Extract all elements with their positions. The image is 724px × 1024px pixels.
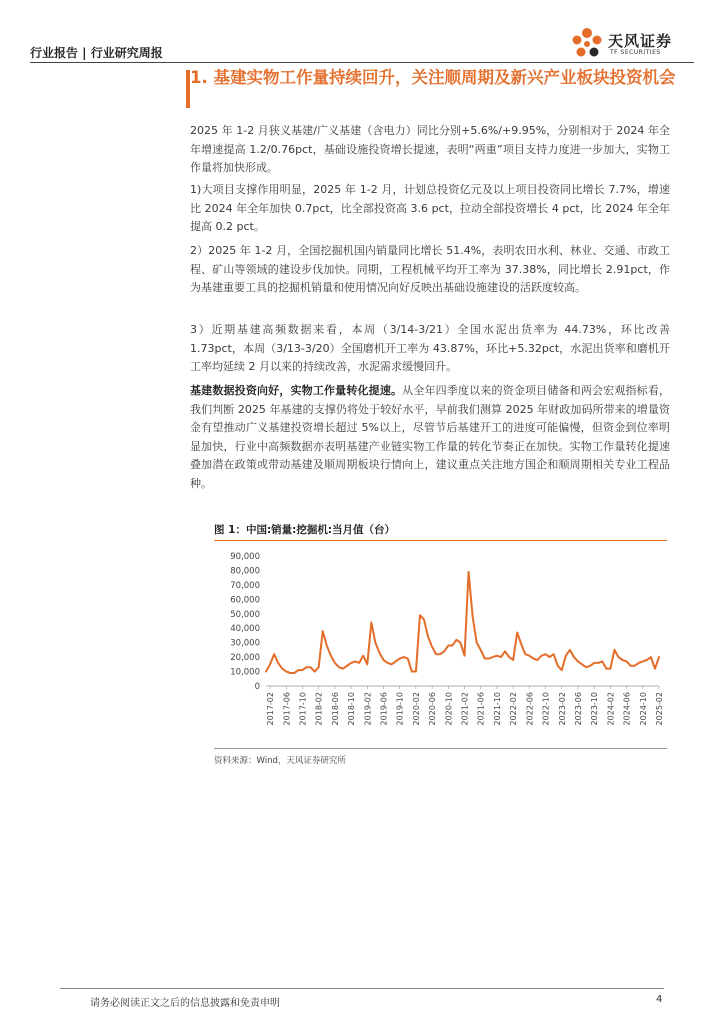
excavator-sales-chart	[214, 542, 667, 748]
paragraph-large-projects: 1)大项目支撑作用明显，2025 年 1-2 月，计划总投资亿元及以上项目投资同比增长 7.7%，增速比 2024 年全年加快 0.7pct，比全部投资高 3.6 pct，拉动全部投资增长 4 pct，比 2024 年全年提高 0.2 pct。	[190, 183, 670, 233]
x-tick-label: 2019-06	[379, 692, 389, 726]
x-tick-label: 2021-10	[492, 692, 502, 726]
figure-source: 资料来源：Wind，天风证券研究所	[214, 756, 346, 766]
x-tick-label: 2017-10	[298, 692, 308, 726]
x-tick-label: 2024-06	[622, 692, 632, 726]
report-category: 行业报告 | 行业研究周报	[30, 46, 163, 60]
x-tick-label: 2019-02	[363, 692, 373, 726]
page-number: 4	[656, 994, 663, 1005]
logo-flower-icon	[568, 26, 606, 62]
y-tick-label: 50,000	[230, 609, 260, 620]
conclusion-text: 从全年四季度以来的资金项目储备和两会宏观指标看，我们判断 2025 年基建的支撑仍将处于较好水平，早前我们测算 2025 年财政加码所带来的增量资金有望推动广义基建投资增长超过 5%以上，尽管节后基建开工的进度可能偏慢，但资金到位率明显加快，行业中高频数据亦表明基建产业链实物工作量的转化节奏正在加快。实物工作量转化提速叠加潜在政策或带动基建及顺周期板块行情向上，建议重点关注地方国企和顺周期相关专业工程品种。	[190, 384, 671, 490]
x-tick-label: 2024-02	[606, 692, 616, 726]
paragraph-excavator-sales: 2）2025 年 1-2 月，全国挖掘机国内销量同比增长 51.4%，表明农田水利、林业、交通、市政工程、矿山等领域的建设步伐加快。同期，工程机械平均开工率为 37.38%，同比增长 2.91pct，作为基建重要工具的挖掘机销量和使用情况向好反映出基础设施建设的活跃度较高。	[190, 244, 670, 294]
figure-bottom-rule	[214, 748, 667, 749]
x-tick-label: 2024-10	[638, 692, 648, 726]
x-tick-label: 2023-10	[590, 692, 600, 726]
x-tick-label: 2022-02	[509, 692, 519, 726]
x-tick-label: 2020-02	[411, 692, 421, 726]
x-tick-label: 2022-10	[541, 692, 551, 726]
x-tick-label: 2019-10	[395, 692, 405, 726]
x-tick-label: 2017-02	[266, 692, 276, 726]
y-tick-label: 0	[254, 682, 260, 692]
section-title: 1. 基建实物工作量持续回升，关注顺周期及新兴产业板块投资机会	[190, 68, 676, 87]
figure-top-rule	[214, 540, 667, 541]
x-tick-label: 2018-06	[330, 692, 340, 726]
brand-logo	[568, 26, 698, 60]
x-tick-label: 2018-10	[347, 692, 357, 726]
footer-divider	[60, 988, 664, 989]
paragraph-infrastructure-growth: 2025 年 1-2 月狭义基建/广义基建（含电力）同比分别+5.6%/+9.95%，分别相对于 2024 年全年增速提高 1.2/0.76pct，基础设施投资增长提速，表明“两重”项目支持力度进一步加大，实物工作量将加快形成。	[190, 124, 670, 174]
x-tick-label: 2018-02	[314, 692, 324, 726]
header-divider	[30, 62, 694, 63]
paragraph-conclusion	[190, 382, 670, 493]
excavator-sales-series-line	[266, 572, 659, 673]
y-tick-label: 10,000	[230, 667, 260, 678]
x-tick-label: 2020-10	[444, 692, 454, 726]
y-tick-label: 80,000	[230, 566, 260, 577]
y-tick-label: 30,000	[230, 638, 260, 649]
x-tick-label: 2023-02	[557, 692, 567, 726]
x-tick-label: 2023-06	[573, 692, 583, 726]
x-tick-label: 2021-02	[460, 692, 470, 726]
disclaimer-note: 请务必阅读正文之后的信息披露和免责申明	[90, 998, 280, 1009]
paragraph-cement-data: 3）近期基建高频数据来看，本周（3/14-3/21）全国水泥出货率为 44.73%，环比改善 1.73pct，本周（3/13-3/20）全国磨机开工率为 43.87%，环比+5.32pct，水泥出货率和磨机开工率均延续 2 月以来的持续改善，水泥需求缓慢回升。	[190, 323, 670, 373]
x-tick-label: 2022-06	[525, 692, 535, 726]
x-tick-label: 2025-02	[655, 692, 664, 726]
y-tick-label: 60,000	[230, 595, 260, 606]
conclusion-highlight: 基建数据投资向好，实物工作量转化提速。	[190, 384, 403, 397]
logo-name-cn: 天风证券	[608, 32, 673, 50]
y-tick-label: 20,000	[230, 653, 260, 664]
y-tick-label: 70,000	[230, 580, 260, 591]
x-tick-label: 2021-06	[476, 692, 486, 726]
y-tick-label: 40,000	[230, 624, 260, 635]
y-tick-label: 90,000	[230, 552, 260, 562]
figure-caption: 图 1：中国:销量:挖掘机:当月值（台）	[214, 524, 396, 536]
x-tick-label: 2020-06	[428, 692, 438, 726]
x-tick-label: 2017-06	[282, 692, 292, 726]
logo-name-en: TF SECURITIES	[610, 49, 661, 56]
